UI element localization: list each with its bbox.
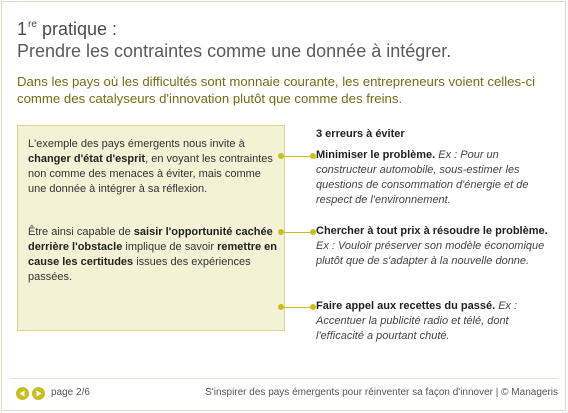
box-p2-text-c: implique de savoir bbox=[122, 241, 218, 253]
next-page-button[interactable] bbox=[32, 387, 45, 400]
error-item-example: Ex : Vouloir préserver son modèle économique plutôt que de s'adapter à la nouvelle donne. bbox=[316, 240, 545, 267]
section-label: pratique : bbox=[41, 19, 117, 39]
section-number-value: 1 bbox=[17, 19, 28, 39]
error-item-heading: Chercher à tout prix à résoudre le problème. bbox=[316, 225, 548, 237]
arrow-left-icon bbox=[16, 387, 29, 400]
box-paragraph-2 bbox=[28, 225, 278, 285]
error-item-example: Ex : Accentuer la publicité radio et télé, dont l'efficacité a pourtant chuté. bbox=[316, 300, 518, 342]
footer-divider bbox=[10, 378, 558, 379]
footer-caption: S'inspirer des pays émergents pour réinventer sa façon d'innover | © Manageris bbox=[205, 387, 558, 398]
error-item bbox=[316, 224, 552, 269]
page-indicator: page 2/6 bbox=[51, 387, 90, 398]
explanation-box bbox=[17, 125, 285, 331]
arrow-right-icon bbox=[32, 387, 45, 400]
section-number-sup: re bbox=[28, 19, 37, 30]
box-p1-text-a: L'exemple des pays émergents nous invite à bbox=[28, 138, 245, 150]
error-item-example: Ex : Pour un constructeur automobile, sous-estimer les questions de consommation d'énergie et de respect de l'environnement. bbox=[316, 149, 529, 206]
error-item-heading: Minimiser le problème. bbox=[316, 149, 436, 161]
connector-dot bbox=[278, 304, 284, 310]
connector-line bbox=[281, 232, 312, 233]
error-item-heading: Faire appel aux recettes du passé. bbox=[316, 300, 496, 312]
previous-page-button[interactable] bbox=[16, 387, 29, 400]
errors-title: 3 erreurs à éviter bbox=[316, 128, 405, 140]
connector-dot bbox=[278, 229, 284, 235]
error-item bbox=[316, 148, 552, 208]
connector-line bbox=[281, 307, 312, 308]
box-p2-text-a: Être ainsi capable de bbox=[28, 226, 134, 238]
box-paragraph-1 bbox=[28, 137, 278, 197]
box-p1-text-c: , en voyant les contraintes non comme des menaces à éviter, mais comme une donnée à intégrer à sa réflexion. bbox=[28, 153, 273, 195]
connector-line bbox=[281, 156, 312, 157]
box-p2-highlight-1: saisir l'opportunité cachée derrière l'obstacle bbox=[28, 226, 273, 253]
box-p2-text-e: issues des expériences passées. bbox=[28, 256, 251, 283]
intro-text: Dans les pays où les difficultés sont monnaie courante, les entrepreneurs voient celles-ci comme des catalyseurs d'innovation plutôt que comme des freins. bbox=[17, 74, 536, 106]
section-number bbox=[17, 19, 117, 40]
box-p2-highlight-2: remettre en cause les certitudes bbox=[28, 241, 278, 268]
connector-dot bbox=[278, 153, 284, 159]
page-title: Prendre les contraintes comme une donnée à intégrer. bbox=[17, 41, 452, 61]
error-item bbox=[316, 299, 552, 344]
box-p1-highlight: changer d'état d'esprit bbox=[28, 153, 146, 165]
